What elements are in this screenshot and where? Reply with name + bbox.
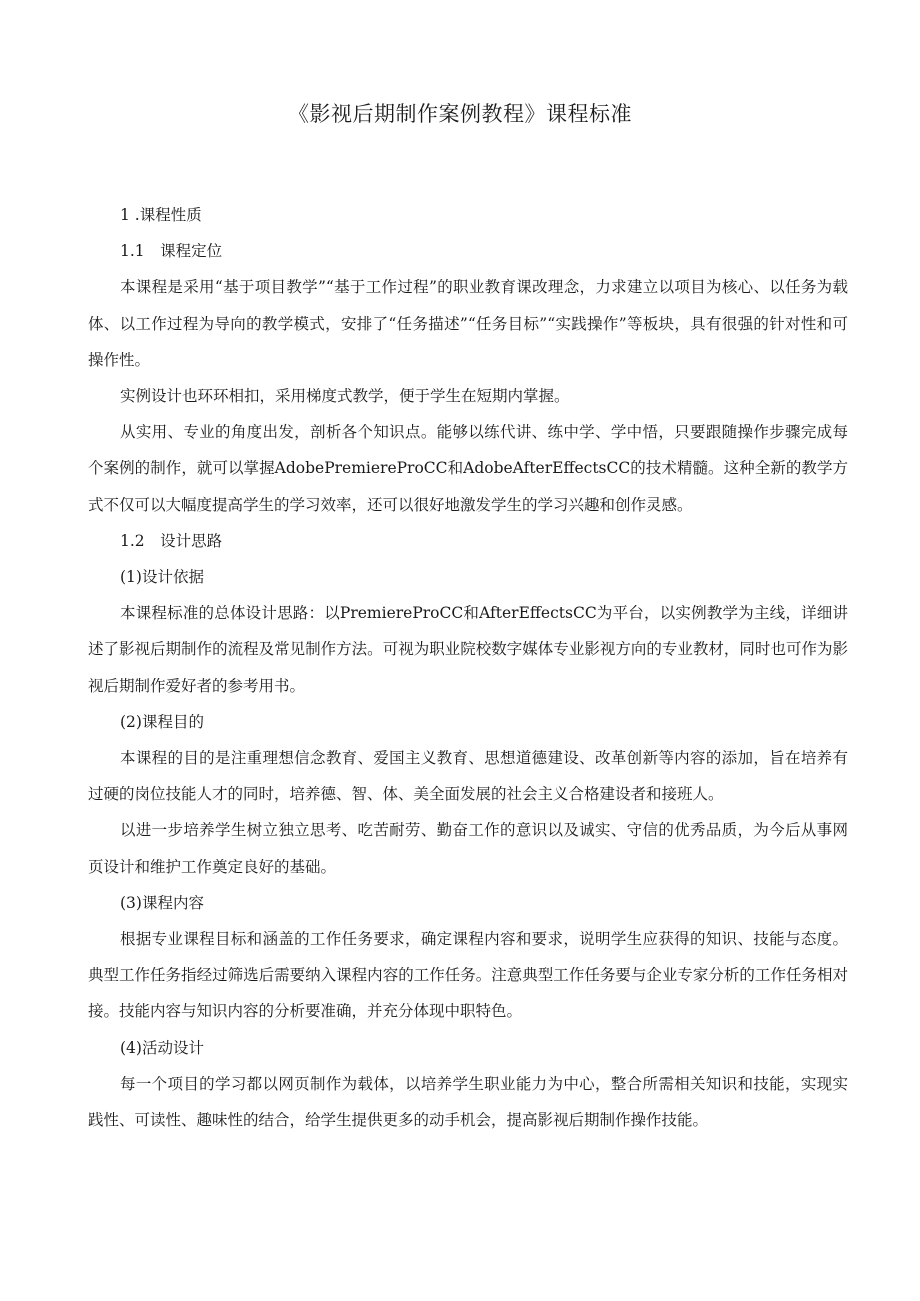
paragraph: 每一个项目的学习都以网页制作为载体，以培养学生职业能力为中心，整合所需相关知识和技能，实现实践性、可读性、趣味性的结合，给学生提供更多的动手机会，提高影视后期制作操作技能。 <box>88 1074 848 1130</box>
paragraph: 本课程标准的总体设计思路：以PremiereProCC和AfterEffectsCC为平台，以实例教学为主线，详细讲述了影视后期制作的流程及常见制作方法。可视为职业院校数字媒体专业影视方向的专业教材，同时也可作为影视后期制作爱好者的参考用书。 <box>88 604 848 695</box>
paragraph: 根据专业课程目标和涵盖的工作任务要求，确定课程内容和要求，说明学生应获得的知识、技能与态度。典型工作任务指经过筛选后需要纳入课程内容的工作任务。注意典型工作任务要与企业专家分析的工作任务相对接。技能内容与知识内容的分析要准确，并充分体现中职特色。 <box>88 930 848 1021</box>
subsection-heading-course-content: (3)课程内容 <box>120 893 204 912</box>
paragraph: 以进一步培养学生树立独立思考、吃苦耐劳、勤奋工作的意识以及诚实、守信的优秀品质，为今后从事网页设计和维护工作奠定良好的基础。 <box>88 821 848 876</box>
subsection-heading-design-basis: (1)设计依据 <box>120 568 204 587</box>
paragraph: 从实用、专业的角度出发，剖析各个知识点。能够以练代讲、练中学、学中悟，只要跟随操作步骤完成每个案例的制作，就可以掌握AdobePremiereProCC和AdobeAfterEffectsCC的技术精髓。这种全新的教学方式不仅可以大幅度提高学生的学习效率，还可以很好地激发学生的学习兴趣和创作灵感。 <box>88 423 848 514</box>
subsection-heading-activity-design: (4)活动设计 <box>120 1038 204 1057</box>
paragraph: 实例设计也环环相扣，采用梯度式教学，便于学生在短期内掌握。 <box>120 387 570 406</box>
section-heading-1-1: 1.1 课程定位 <box>120 242 223 261</box>
paragraph: 本课程是采用“基于项目教学”“基于工作过程”的职业教育课改理念，力求建立以项目为核心、以任务为载体、以工作过程为导向的教学模式，安排了“任务描述”“任务目标”“实践操作”等板块，具有很强的针对性和可操作性。 <box>88 278 848 369</box>
section-heading-1-2: 1.2 设计思路 <box>120 531 223 550</box>
document-title: 《影视后期制作案例教程》课程标准 <box>288 102 632 126</box>
section-heading-1: 1 .课程性质 <box>120 206 202 224</box>
paragraph: 本课程的目的是注重理想信念教育、爱国主义教育、思想道德建设、改革创新等内容的添加，旨在培养有过硬的岗位技能人才的同时，培养德、智、体、美全面发展的社会主义合格建设者和接班人。 <box>88 749 848 804</box>
subsection-heading-course-purpose: (2)课程目的 <box>120 712 204 731</box>
document-body <box>88 197 848 1138</box>
